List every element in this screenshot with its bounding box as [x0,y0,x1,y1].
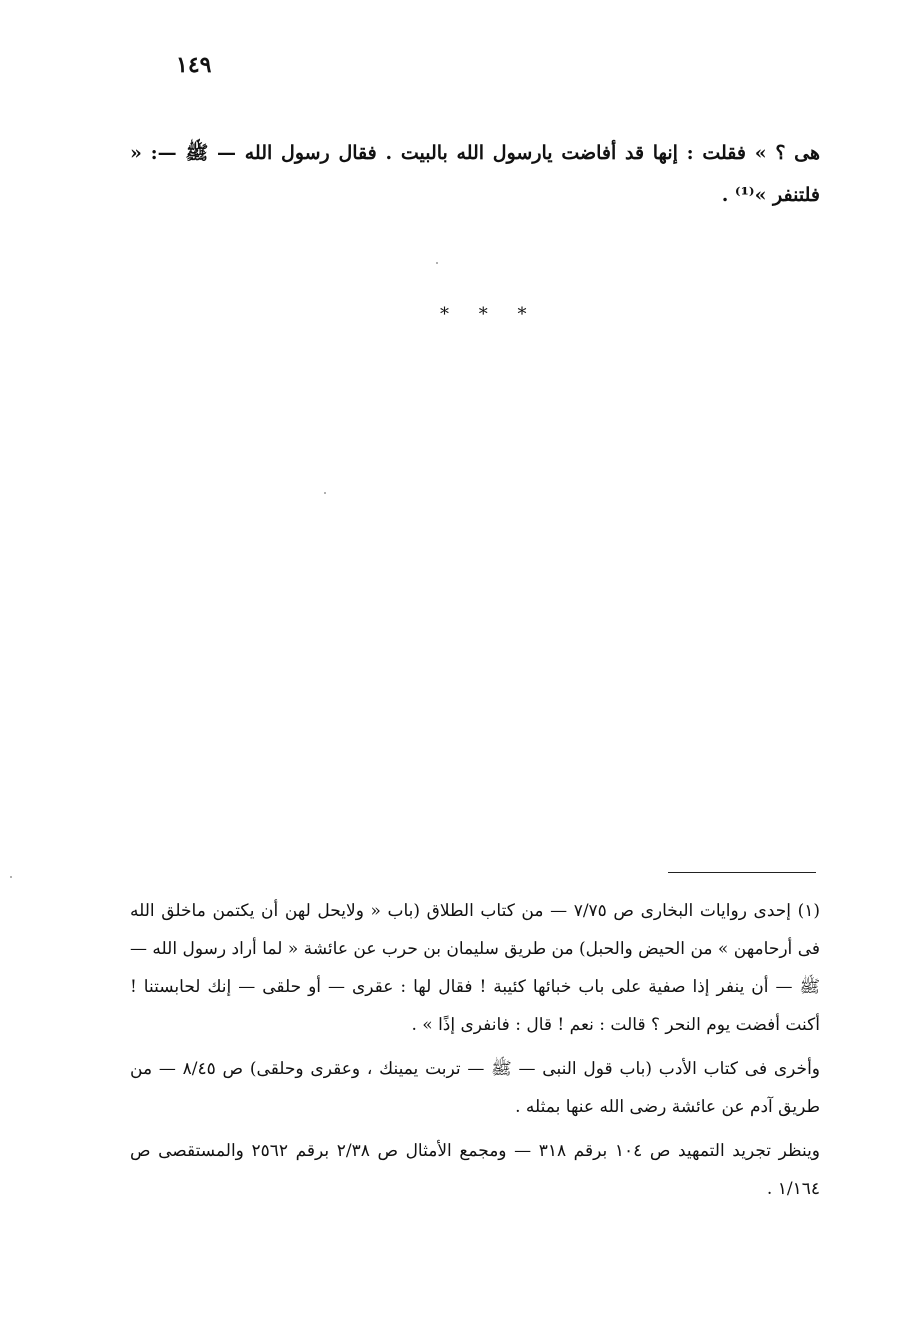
footnotes [130,892,820,1214]
page-number: ١٤٩ [176,52,212,78]
footnote-item: (١) إحدى روايات البخارى ص ٧/٧٥ — من كتاب الطلاق (باب « ولايحل لهن أن يكتمن ماخلق الله فى أرحامهن » من الحيض والحبل) من طريق سليمان بن حرب عن عائشة « لما أراد رسول الله — ﷺ — أن ينفر إذا صفية على باب خبائها كئيبة ! فقال لها : عقرى — أو حلقى — إنك لحابستنا ! أكنت أفضت يوم النحر ؟ قالت : نعم ! قال : فانفرى إذًا » . [130,901,820,1035]
footnote-rule [668,872,816,873]
footnote-item: وأخرى فى كتاب الأدب (باب قول النبى — ﷺ — تربت يمينك ، وعقرى وحلقى) ص ٨/٤٥ — من طريق آدم عن عائشة رضى الله عنها بمثله . [130,1059,820,1117]
scan-speck [436,262,438,264]
main-text [130,132,820,216]
scan-speck [10,876,12,878]
footnote-item: وينظر تجريد التمهيد ص ١٠٤ برقم ٣١٨ — ومجمع الأمثال ص ٢/٣٨ برقم ٢٥٦٢ والمستقصى ص ١/١٦٤ . [130,1141,821,1199]
scan-speck [324,492,326,494]
section-separator: * * * [440,304,539,325]
main-paragraph: هى ؟ » فقلت : إنها قد أفاضت يارسول الله بالبيت . فقال رسول الله — ﷺ —: « فلتنفر »⁽¹⁾ . [130,142,820,206]
